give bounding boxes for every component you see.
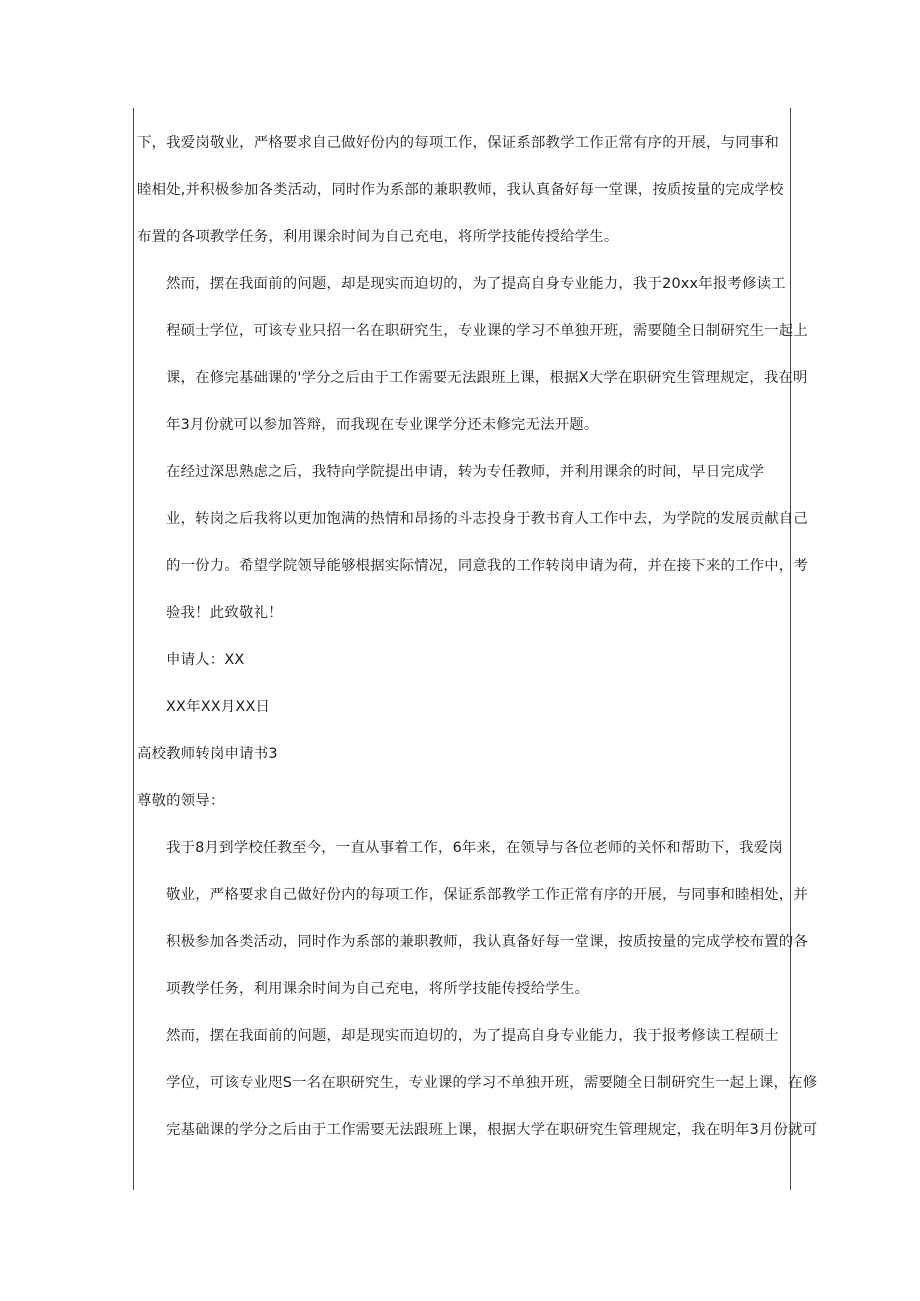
salutation-text: 尊敬的领导： [137, 793, 225, 809]
applicant-name: 申请人：XX [166, 652, 245, 668]
text-line: 然而，摆在我面前的问题，却是现实而迫切的，为了提高自身专业能力，我于报考修读工程硕士 [166, 1028, 779, 1044]
paragraph-problem [137, 261, 808, 449]
text-line: 在经过深思熟虑之后，我特向学院提出申请，转为专任教师，并利用课余的时间，早日完成学 [166, 464, 765, 480]
text-line: 下，我爱岗敬业，严格要求自己做好份内的每项工作，保证系部教学工作正常有序的开展，与同事和 [137, 135, 779, 151]
text-line: 然而，摆在我面前的问题，却是现实而迫切的，为了提高自身专业能力，我于20xx年报考修读工 [166, 276, 786, 292]
text-line: 验我！此致敬礼！ [166, 605, 283, 621]
text-line: 睦相处,并积极参加各类活动，同时作为系部的兼职教师，我认真备好每一堂课，按质按量的完成学校 [137, 182, 784, 198]
text-line: 学位，可该专业咫S一名在职研究生，专业课的学习不单独开班，需要随全日制研究生一起上课，在修 [166, 1075, 818, 1091]
text-line: 完基础课的学分之后由于工作需要无法跟班上课，根据大学在职研究生管理规定，我在明年3月份就可 [166, 1122, 818, 1138]
signature-date: XX年XX月XX日 [166, 699, 271, 715]
text-line: 的一份力。希望学院领导能够根据实际情况，同意我的工作转岗申请为荷，并在接下来的工作中，考 [166, 558, 808, 574]
salutation [137, 778, 787, 825]
text-line: 程硕士学位，可该专业只招一名在职研究生，专业课的学习不单独开班，需要随全日制研究生一起上 [166, 323, 808, 339]
paragraph-continuation [137, 120, 787, 261]
document-body [137, 120, 818, 1154]
document-title: 高校教师转岗申请书3 [137, 746, 278, 762]
text-line: 我于8月到学校任教至今，一直从事着工作，6年来，在领导与各位老师的关怀和帮助下，我爱岗 [166, 840, 783, 856]
left-page-border [133, 108, 134, 1190]
text-line: 年3月份就可以参加答辩，而我现在专业课学分还未修完无法开题。 [166, 417, 599, 433]
section-title [137, 731, 787, 778]
paragraph-problem-2 [137, 1013, 818, 1154]
text-line: 业，转岗之后我将以更加饱满的热情和昂扬的斗志投身于教书育人工作中去，为学院的发展贡献自己 [166, 511, 808, 527]
text-line: 课，在修完基础课的'学分之后由于工作需要无法跟班上课，根据X大学在职研究生管理规定，我在明 [166, 370, 808, 386]
paragraph-intro [137, 825, 808, 1013]
right-page-border [790, 108, 791, 1190]
text-line: 项教学任务，利用课余时间为自己充电，将所学技能传授给学生。 [166, 981, 590, 997]
applicant-line [137, 637, 787, 684]
date-line [137, 684, 787, 731]
paragraph-request [137, 449, 808, 637]
text-line: 布置的各项教学任务，利用课余时间为自己充电，将所学技能传授给学生。 [137, 229, 619, 245]
text-line: 敬业，严格要求自己做好份内的每项工作，保证系部教学工作正常有序的开展，与同事和睦相处，并 [166, 887, 808, 903]
text-line: 积极参加各类活动，同时作为系部的兼职教师，我认真备好每一堂课，按质按量的完成学校布置的各 [166, 934, 808, 950]
